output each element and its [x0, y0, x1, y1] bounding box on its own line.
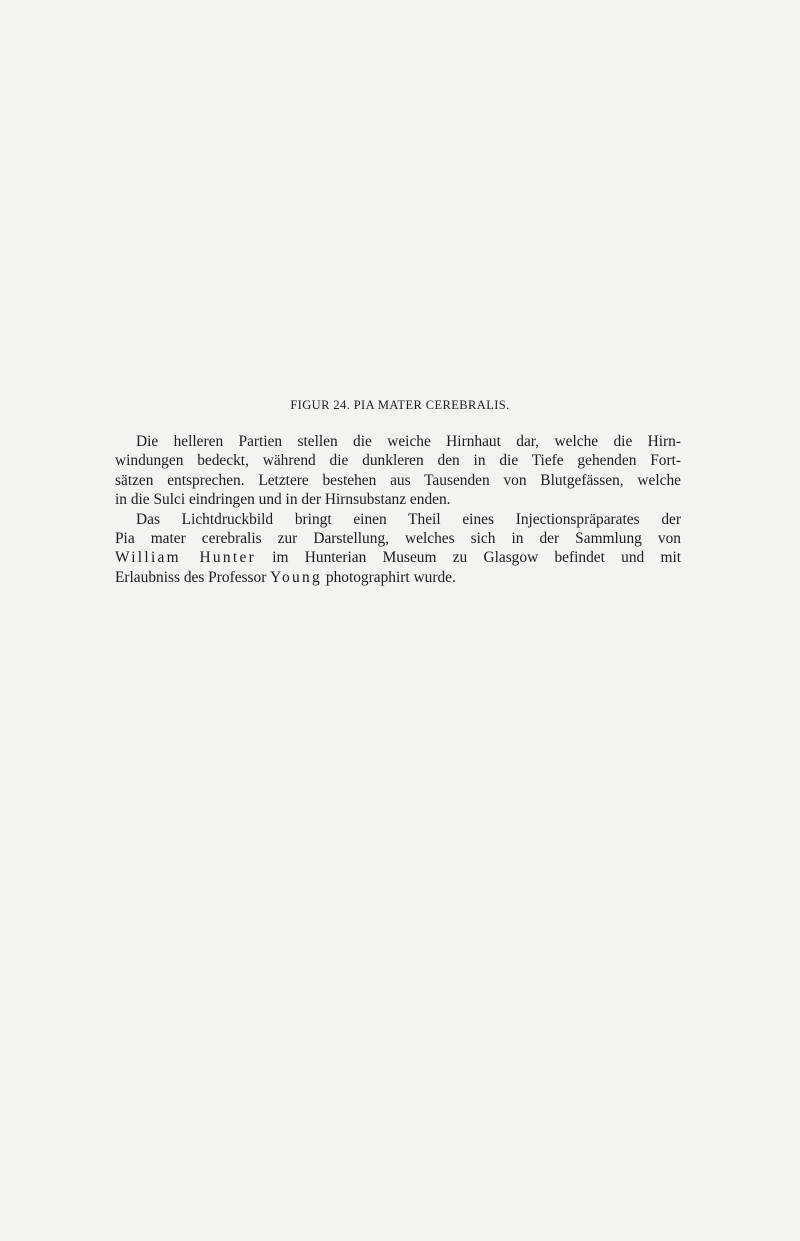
- paragraph-1-line-1: Die helleren Partien stellen die weiche Hirnhaut dar, welche die Hirn-: [136, 433, 681, 450]
- paragraph-1-line-4: in die Sulci eindringen und in der Hirnsubstanz enden.: [115, 491, 451, 509]
- paragraph-2-line-3: [115, 548, 681, 567]
- paragraph-1-line-2: windungen bedeckt, während die dunkleren den in die Tiefe gehenden Fort-: [115, 452, 681, 470]
- paragraph-2-line-3-rest: im Hunterian Museum zu Glasgow befindet und mit: [256, 549, 681, 567]
- paragraph-2-line-4-end: photographirt wurde.: [322, 568, 456, 586]
- caption-text: [115, 432, 681, 587]
- paragraph-1-line-3: sätzen entsprechen. Letztere bestehen aus Tausenden von Blutgefässen, welche: [115, 471, 681, 489]
- paragraph-2-line-4: [115, 568, 681, 587]
- paragraph-2-line-2: Pia mater cerebralis zur Darstellung, welches sich in der Sammlung von: [115, 529, 681, 547]
- professor-name-young: Young: [270, 568, 323, 586]
- paragraph-2-line-1: Das Lichtdruckbild bringt einen Theil eines Injectionspräparates der: [136, 510, 681, 528]
- figure-heading: FIGUR 24. PIA MATER CEREBRALIS.: [290, 398, 510, 412]
- author-name-william-hunter: William Hunter: [115, 549, 257, 567]
- paragraph-2-line-4-start: Erlaubniss des Professor: [115, 568, 271, 586]
